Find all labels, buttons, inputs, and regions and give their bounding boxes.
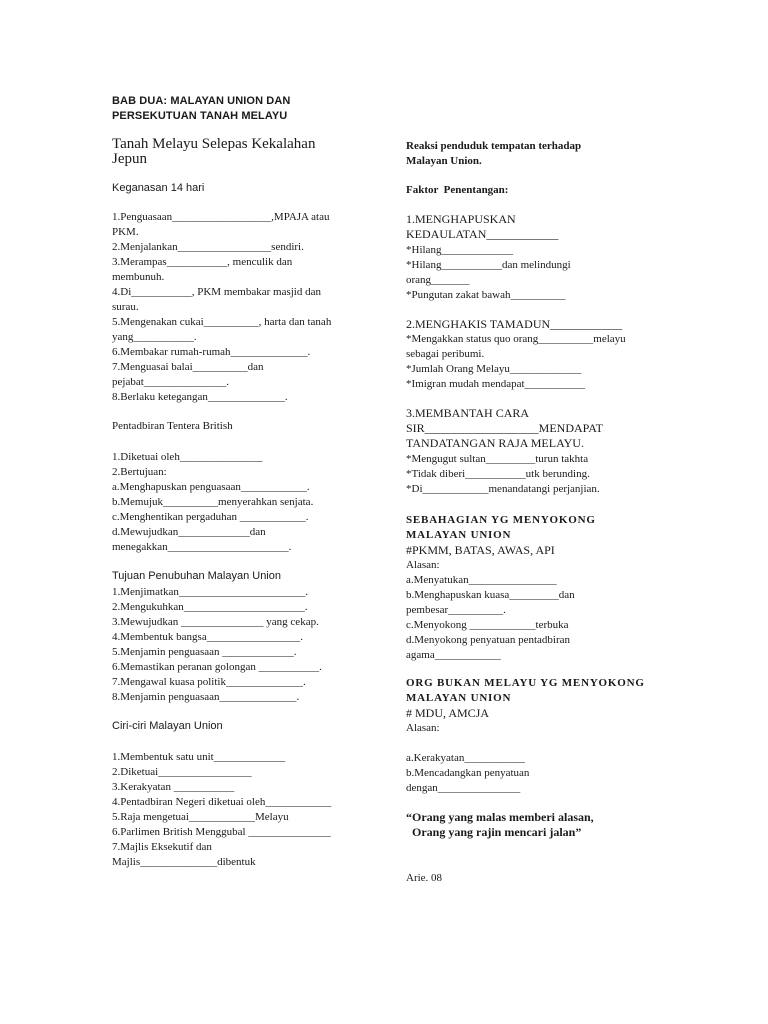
list-item: 3.Merampas___________, menculik dan [112, 256, 293, 268]
list-item: 6.Memastikan peranan golongan ___________. [112, 661, 322, 673]
org-bukan-melayu-heading-line-1: ORG BUKAN MELAYU YG MENYOKONG [406, 677, 645, 689]
menyokong-heading-line-1: SEBAHAGIAN YG MENYOKONG [406, 514, 596, 526]
list-item: 1.MENGHAPUSKAN [406, 212, 516, 226]
list-item: *Hilang___________dan melindungi [406, 259, 571, 271]
list-item: 5.Raja mengetuai____________Melayu [112, 811, 289, 823]
list-item: agama____________ [406, 649, 501, 661]
list-item: 5.Mengenakan cukai__________, harta dan tanah [112, 316, 332, 328]
section-title-line-2: Jepun [112, 151, 147, 167]
list-item: 2.Menjalankan_________________sendiri. [112, 241, 304, 253]
list-item: a.Kerakyatan___________ [406, 752, 525, 764]
list-item: Majlis______________dibentuk [112, 856, 256, 868]
list-item: sebagai peribumi. [406, 348, 485, 360]
list-item: *Di____________menandatangi perjanjian. [406, 483, 600, 495]
list-item: pembesar__________. [406, 604, 506, 616]
list-item: d.Mewujudkan_____________dan [112, 526, 266, 538]
reaksi-heading-line-2: Malayan Union. [406, 155, 482, 167]
list-item: 6.Membakar rumah-rumah______________. [112, 346, 311, 358]
list-item: *Mengakkan status quo orang__________melayu [406, 333, 626, 345]
quote-line-1: “Orang yang malas memberi alasan, [406, 810, 594, 824]
list-item: #PKMM, BATAS, AWAS, API [406, 543, 555, 557]
list-item: 2.Mengukuhkan______________________. [112, 601, 308, 613]
list-item: 4.Pentadbiran Negeri diketuai oleh____________ [112, 796, 332, 808]
list-item: c.Menghentikan pergaduhan ____________. [112, 511, 309, 523]
list-item: TANDATANGAN RAJA MELAYU. [406, 436, 584, 450]
list-item: b.Mencadangkan penyatuan [406, 767, 530, 779]
list-item: 1.Menjimatkan_______________________. [112, 586, 309, 598]
faktor-heading: Faktor Penentangan: [406, 184, 509, 196]
list-item: orang_______ [406, 274, 470, 286]
list-item: 7.Mengawal kuasa politik______________. [112, 676, 306, 688]
list-item: *Jumlah Orang Melayu_____________ [406, 363, 582, 375]
pentadbiran-heading: Pentadbiran Tentera British [112, 420, 233, 432]
keganasan-heading: Keganasan 14 hari [112, 182, 205, 194]
list-item: 4.Membentuk bangsa_________________. [112, 631, 303, 643]
list-item: d.Menyokong penyatuan pentadbiran [406, 634, 571, 646]
list-item: Alasan: [406, 722, 440, 734]
list-item: 1.Diketuai oleh_______________ [112, 451, 263, 463]
list-item: 1.Membentuk satu unit_____________ [112, 751, 286, 763]
list-item: *Tidak diberi___________utk berunding. [406, 468, 590, 480]
org-bukan-melayu-heading-line-2: MALAYAN UNION [406, 692, 512, 704]
chapter-title-line-1: BAB DUA: MALAYAN UNION DAN [112, 95, 291, 107]
signature: Arie. 08 [406, 872, 443, 884]
list-item: # MDU, AMCJA [406, 706, 490, 720]
list-item: 5.Menjamin penguasaan _____________. [112, 646, 297, 658]
quote-line-2: Orang yang rajin mencari jalan” [406, 825, 582, 839]
list-item: *Pungutan zakat bawah__________ [406, 289, 566, 301]
ciri-ciri-heading: Ciri-ciri Malayan Union [112, 720, 223, 732]
list-item: 8.Berlaku ketegangan______________. [112, 391, 288, 403]
list-item: 7.Majlis Eksekutif dan [112, 841, 212, 853]
list-item: yang___________. [112, 331, 197, 343]
list-item: 8.Menjamin penguasaan______________. [112, 691, 300, 703]
list-item: *Mengugut sultan_________turun takhta [406, 453, 589, 465]
list-item: Alasan: [406, 559, 440, 571]
menyokong-heading-line-2: MALAYAN UNION [406, 529, 512, 541]
list-item: *Imigran mudah mendapat___________ [406, 378, 586, 390]
list-item: 2.MENGHAKIS TAMADUN____________ [406, 317, 623, 331]
list-item: menegakkan______________________. [112, 541, 292, 553]
list-item: 7.Menguasai balai__________dan [112, 361, 264, 373]
list-item: dengan_______________ [406, 782, 521, 794]
list-item: a.Menghapuskan penguasaan____________. [112, 481, 310, 493]
list-item: b.Menghapuskan kuasa_________dan [406, 589, 575, 601]
chapter-title-line-2: PERSEKUTUAN TANAH MELAYU [112, 110, 288, 122]
section-title-line-1: Tanah Melayu Selepas Kekalahan [112, 136, 316, 152]
list-item: b.Memujuk__________menyerahkan senjata. [112, 496, 314, 508]
list-item: 3.Kerakyatan ___________ [112, 781, 235, 793]
list-item: membunuh. [112, 271, 165, 283]
tujuan-heading: Tujuan Penubuhan Malayan Union [112, 570, 281, 582]
list-item: 6.Parlimen British Menggubal _______________ [112, 826, 331, 838]
list-item: KEDAULATAN____________ [406, 227, 559, 241]
list-item: 3.MEMBANTAH CARA [406, 406, 530, 420]
list-item: *Hilang_____________ [406, 244, 513, 256]
list-item: PKM. [112, 226, 139, 238]
list-item: SIR___________________MENDAPAT [406, 421, 603, 435]
list-item: 1.Penguasaan__________________,MPAJA atau [112, 211, 330, 223]
list-item: a.Menyatukan________________ [406, 574, 557, 586]
list-item: c.Menyokong ____________terbuka [406, 619, 569, 631]
list-item: surau. [112, 301, 139, 313]
list-item: 3.Mewujudkan _______________ yang cekap. [112, 616, 319, 628]
list-item: 2.Bertujuan: [112, 466, 167, 478]
list-item: pejabat_______________. [112, 376, 230, 388]
reaksi-heading-line-1: Reaksi penduduk tempatan terhadap [406, 140, 582, 152]
list-item: 4.Di___________, PKM membakar masjid dan [112, 286, 321, 298]
list-item: 2.Diketuai_________________ [112, 766, 252, 778]
